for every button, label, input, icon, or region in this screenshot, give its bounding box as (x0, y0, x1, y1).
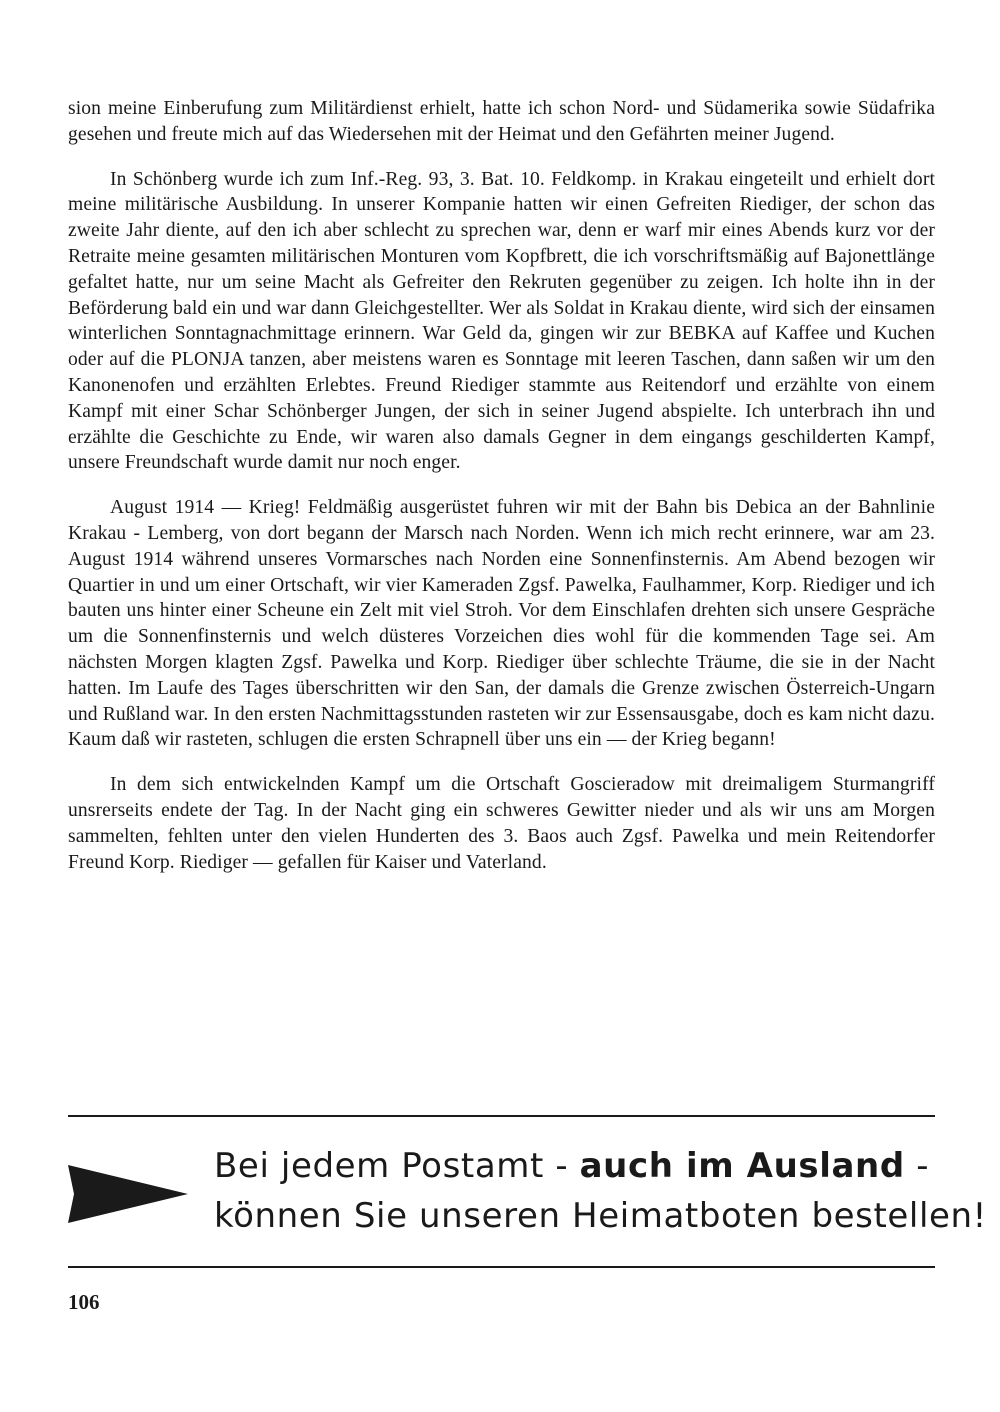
advertisement-box (68, 1140, 987, 1250)
paragraph-3: August 1914 — Krieg! Feldmäßig ausgerüstet fuhren wir mit der Bahn bis Debica an der Bahnlinie Krakau - Lemberg, von dort begann der Marsch nach Norden. Wenn ich mich recht erinnere, war am 23. August 1914 während unseres Vormarsches nach Norden eine Sonnenfinsternis. Am Abend bezogen wir Quartier in und um einer Ortschaft, wir vier Kameraden Zgsf. Pawelka, Faulhammer, Korp. Riediger und ich bauten uns hinter einer Scheune ein Zelt mit viel Stroh. Vor dem Einschlafen drehten sich unsere Gespräche um die Sonnenfinsternis und welch düsteres Vorzeichen dies wohl für die kommenden Tage sei. Am nächsten Morgen klagten Zgsf. Pawelka und Korp. Riediger über schlechte Träume, die sie in der Nacht hatten. Im Laufe des Tages überschritten wir den San, der damals die Grenze zwischen Österreich-Ungarn und Rußland war. In den ersten Nachmittagsstunden rasteten wir zur Essensausgabe, doch es kam nicht dazu. Kaum daß wir rasteten, schlugen die ersten Schrapnell über uns ein — der Krieg begann! (68, 497, 935, 751)
paragraph-1: sion meine Einberufung zum Militärdienst erhielt, hatte ich schon Nord- und Südamerika sowie Südafrika gesehen und freute mich auf das Wiedersehen mit der Heimat und den Gefährten meiner Jugend. (68, 98, 935, 145)
advertisement-line-1 (214, 1146, 929, 1186)
ad-text-end: - (904, 1146, 930, 1186)
advertisement-line-2: können Sie unseren Heimatboten bestellen! (214, 1196, 987, 1236)
ad-text-start: Bei jedem Postamt - (214, 1146, 580, 1186)
paragraph-4: In dem sich entwickelnden Kampf um die Ortschaft Goscieradow mit dreimaligem Sturmangriff unsrerseits endete der Tag. In der Nacht ging ein schweres Gewitter nieder und als wir uns am Morgen sammelten, fehlten unter den vielen Hunderten des 3. Baos auch Zgsf. Pawelka und mein Reitendorfer Freund Korp. Riediger — gefallen für Kaiser und Vaterland. (68, 774, 935, 873)
ad-text-bold: auch im Ausland (579, 1146, 905, 1186)
page-number: 106 (68, 1290, 100, 1314)
divider-top (68, 1115, 935, 1117)
divider-bottom (68, 1266, 935, 1268)
article-body (68, 96, 935, 894)
arrow-right-icon (68, 1163, 188, 1225)
paragraph-2: In Schönberg wurde ich zum Inf.-Reg. 93, 3. Bat. 10. Feldkomp. in Krakau eingeteilt und erhielt dort meine militärische Ausbildung. In unserer Kompanie hatten wir einen Gefreiten Riediger, der schon das zweite Jahr diente, auf den ich aber schlecht zu sprechen war, denn er warf mir eines Abends kurz vor der Retraite meine gesamten militärischen Monturen vom Kopfbrett, die ich vorschriftsmäßig auf Bajonettlänge gefaltet hatte, nur um seine Macht als Gefreiter den Rekruten gegenüber zu zeigen. Ich holte ihn in der Beförderung bald ein und war dann Gleichgestellter. Wer als Soldat in Krakau diente, wird sich der einsamen winterlichen Sonntagnachmittage erinnern. War Geld da, gingen wir zur BEBKA auf Kaffee und Kuchen oder auf die PLONJA tanzen, aber meistens waren es Sonntage mit leeren Taschen, dann saßen wir um den Kanonenofen und erzählten Erlebtes. Freund Riediger stammte aus Reitendorf und erzählte von einem Kampf mit einer Schar Schönberger Jungen, der sich in seiner Jugend abspielte. Ich unterbrach ihn und erzählte die Geschichte zu Ende, wir waren also damals Gegner in dem eingangs geschilderten Kampf, unsere Freundschaft wurde damit nur noch enger. (68, 168, 935, 474)
